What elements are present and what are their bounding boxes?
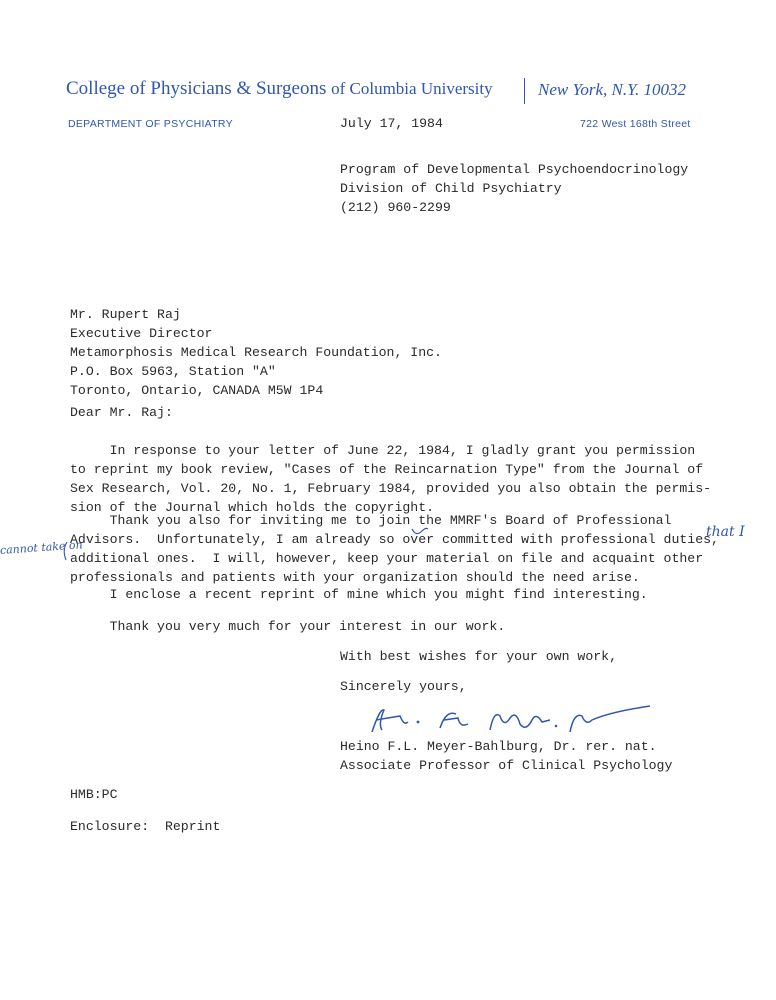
insertion-caret-left-icon — [60, 540, 70, 562]
paragraph-line: Advisors. Unfortunately, I am already so over committed with professional duties, — [70, 532, 719, 547]
insertion-caret-icon — [410, 525, 430, 539]
paragraph-line: to reprint my book review, "Cases of the Reincarnation Type" from the Journal of — [70, 462, 704, 477]
institution-main: College of Physicians & Surgeons — [66, 78, 327, 99]
signer-name: Heino F.L. Meyer-Bahlburg, Dr. rer. nat. — [340, 739, 657, 754]
paragraph-line: additional ones. I will, however, keep your material on file and acquaint other — [70, 551, 704, 566]
program-phone: (212) 960-2299 — [340, 200, 451, 215]
paragraph-3 — [70, 585, 648, 604]
recipient-title: Executive Director — [70, 326, 213, 341]
letterhead-department: DEPARTMENT OF PSYCHIATRY — [68, 118, 233, 130]
paragraph-line: I enclose a recent reprint of mine which you might find interesting. — [70, 587, 648, 602]
recipient-city: Toronto, Ontario, CANADA M5W 1P4 — [70, 383, 324, 398]
program-division: Division of Child Psychiatry — [340, 181, 562, 196]
paragraph-2 — [70, 511, 730, 587]
salutation: Dear Mr. Raj: — [70, 405, 173, 420]
paragraph-line: In response to your letter of June 22, 1984, I gladly grant you permission — [70, 443, 696, 458]
institution-of: of Columbia University — [331, 79, 493, 98]
letterhead-separator — [524, 78, 525, 104]
letter-date: July 17, 1984 — [340, 116, 443, 131]
paragraph-4 — [70, 617, 505, 636]
letterhead-institution — [66, 78, 493, 100]
paragraph-1 — [70, 441, 730, 517]
paragraph-line: Thank you also for inviting me to join the MMRF's Board of Professional — [70, 513, 672, 528]
program-block — [340, 160, 688, 217]
paragraph-line: professionals and patients with your organization should the need arise. — [70, 570, 640, 585]
signature — [360, 702, 660, 742]
recipient-name: Mr. Rupert Raj — [70, 307, 181, 322]
paragraph-line: Sex Research, Vol. 20, No. 1, February 1984, provided you also obtain the permis- — [70, 481, 712, 496]
typist-initials: HMB:PC — [70, 787, 118, 802]
closing-wishes: With best wishes for your own work, — [340, 649, 617, 664]
signer-title: Associate Professor of Clinical Psychology — [340, 758, 673, 773]
enclosure-line: Enclosure: Reprint — [70, 819, 221, 834]
handwritten-margin-right: that I — [706, 524, 745, 540]
letterhead-city: New York, N.Y. 10032 — [538, 80, 687, 99]
recipient-address — [70, 305, 442, 400]
signer-block — [340, 737, 672, 775]
recipient-organization: Metamorphosis Medical Research Foundation, Inc. — [70, 345, 442, 360]
letterhead-street: 722 West 168th Street — [580, 118, 691, 130]
recipient-po-box: P.O. Box 5963, Station "A" — [70, 364, 276, 379]
closing-sincerely: Sincerely yours, — [340, 679, 467, 694]
paragraph-line: Thank you very much for your interest in our work. — [70, 619, 506, 634]
program-line: Program of Developmental Psychoendocrinology — [340, 162, 689, 177]
paragraph-line: sion of the Journal which holds the copyright. — [70, 500, 435, 515]
handwritten-margin-left: cannot take on — [0, 538, 84, 557]
